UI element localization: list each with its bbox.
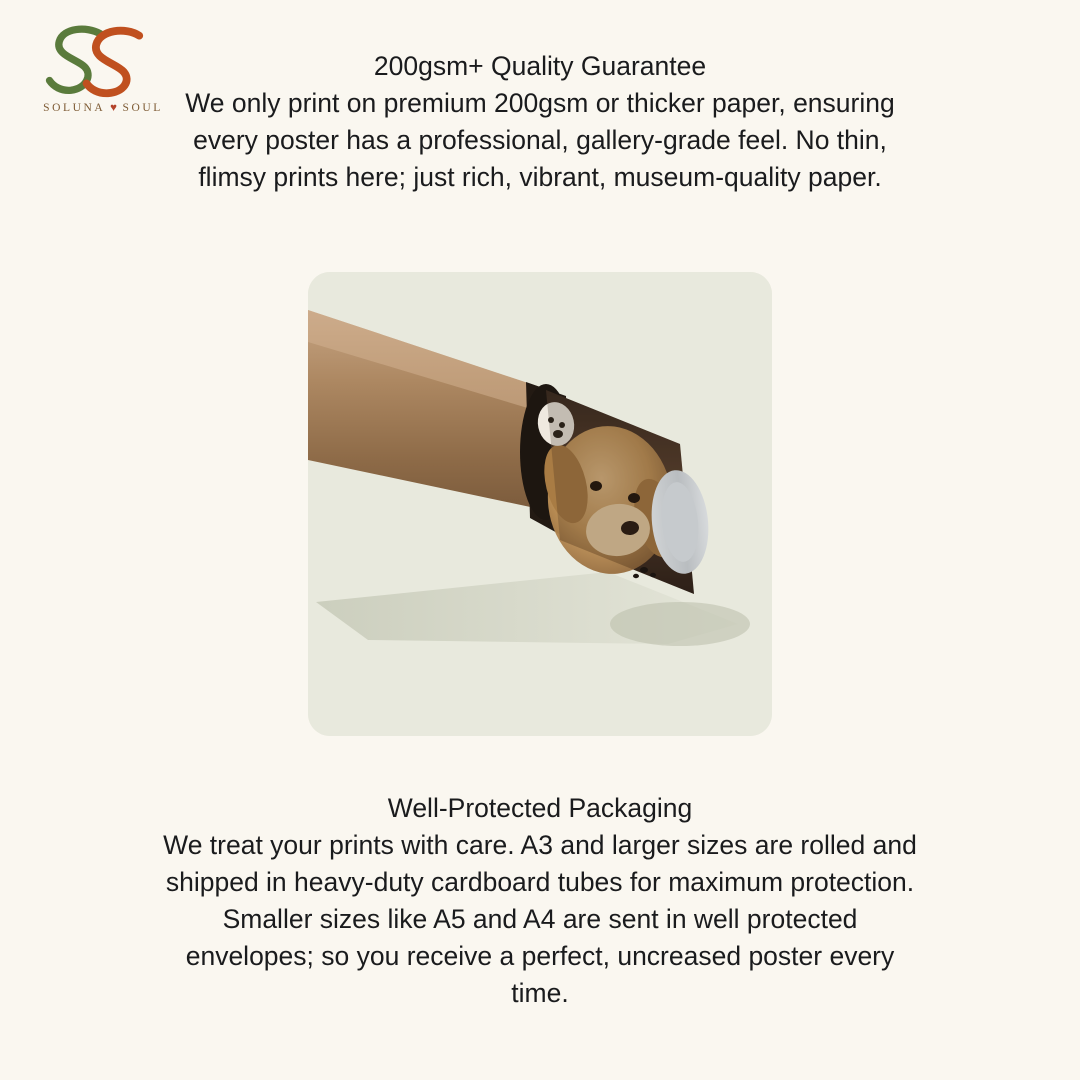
brand-wordmark-right: SOUL xyxy=(122,102,163,114)
brand-wordmark-left: SOLUNA xyxy=(43,102,105,114)
quality-guarantee-heading: 200gsm+ Quality Guarantee xyxy=(373,51,707,81)
packaging-body: We treat your prints with care. A3 and larger sizes are rolled and shipped in heavy-duty cardboard tubes for maximum protection. Smaller sizes like A5 and A4 are sent in well protected envelopes; so you receive a perfect, uncreased poster every time. xyxy=(163,830,917,1008)
packaging-section xyxy=(160,790,920,1012)
heart-icon: ♥ xyxy=(110,102,117,114)
brand-wordmark xyxy=(28,102,178,114)
rolled-poster-in-cardboard-tube-photo xyxy=(308,272,772,736)
quality-guarantee-body: We only print on premium 200gsm or thicker paper, ensuring every poster has a professional, gallery-grade feel. No thin, flimsy prints here; just rich, vibrant, museum-quality paper. xyxy=(185,88,895,192)
soluna-soul-monogram-icon xyxy=(30,22,176,100)
packaging-heading: Well-Protected Packaging xyxy=(387,793,693,823)
quality-guarantee-section xyxy=(160,48,920,196)
packaging-illustration xyxy=(308,272,772,736)
brand-logo xyxy=(28,22,178,114)
